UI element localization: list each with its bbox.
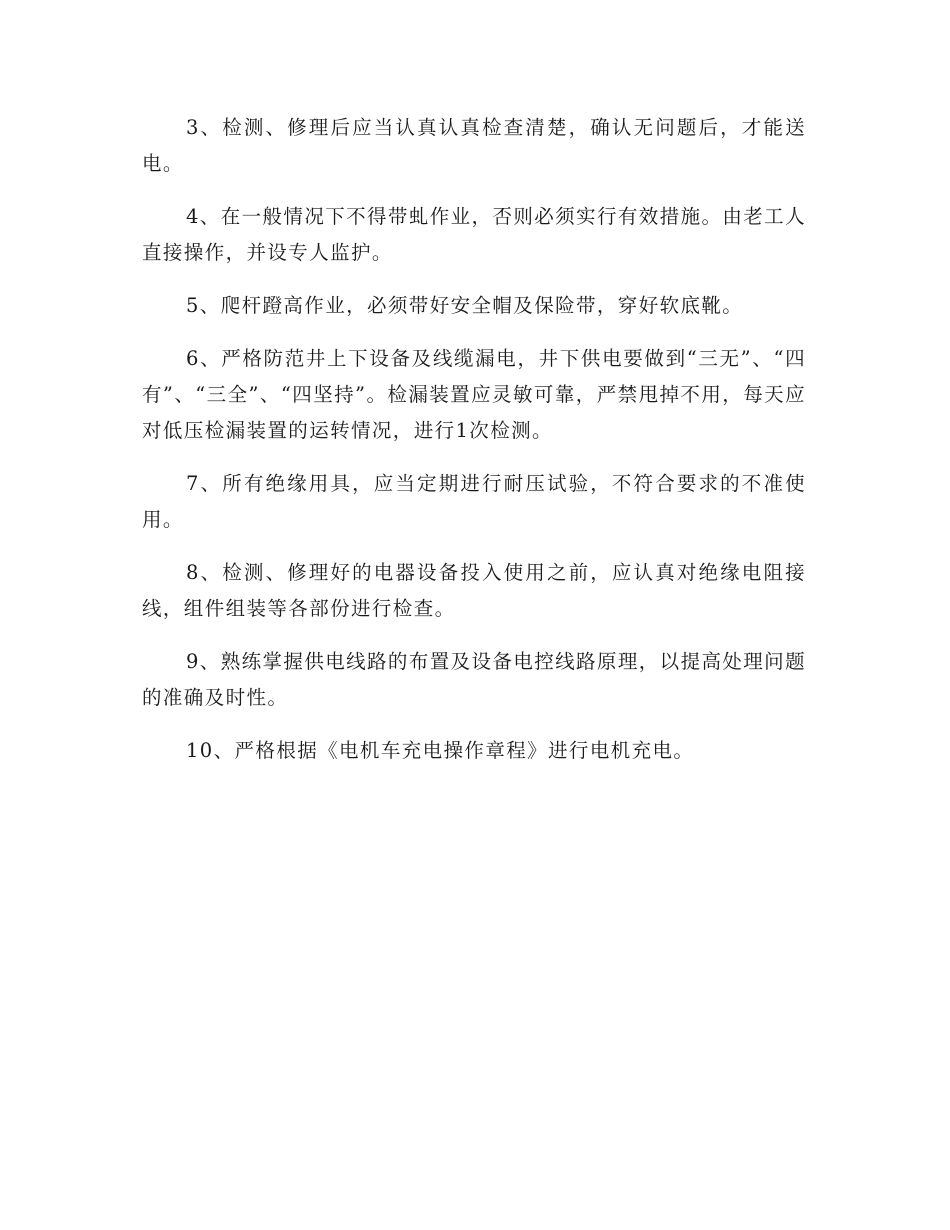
paragraph-item-10: 10、严格根据《电机车充电操作章程》进行电机充电。 [186,739,695,762]
paragraph-item-6: 6、严格防范井上下设备及线缆漏电，井下供电要做到“三无”、“四有”、“三全”、“四坚持”。检漏装置应灵敏可靠，严禁甩掉不用，每天应对低压检漏装置的运转情况，进行1次检测。 [142,347,806,442]
document-body [142,110,806,786]
paragraph-item-7: 7、所有绝缘用具，应当定期进行耐压试验，不符合要求的不准使用。 [142,472,806,531]
paragraph-item-5: 5、爬杆蹬高作业，必须带好安全帽及保险带，穿好软底靴。 [186,294,744,317]
paragraph-item-8: 8、检测、修理好的电器设备投入使用之前，应认真对绝缘电阻接线，组件组装等各部份进行检查。 [142,561,806,620]
paragraph-item-3: 3、检测、修理后应当认真认真检查清楚，确认无问题后，才能送电。 [142,116,806,175]
paragraph-item-9: 9、熟练掌握供电线路的布置及设备电控线路原理，以提高处理问题的准确及时性。 [142,650,806,709]
paragraph-item-4: 4、在一般情况下不得带虬作业，否则必须实行有效措施。由老工人直接操作，并设专人监护。 [142,205,806,264]
